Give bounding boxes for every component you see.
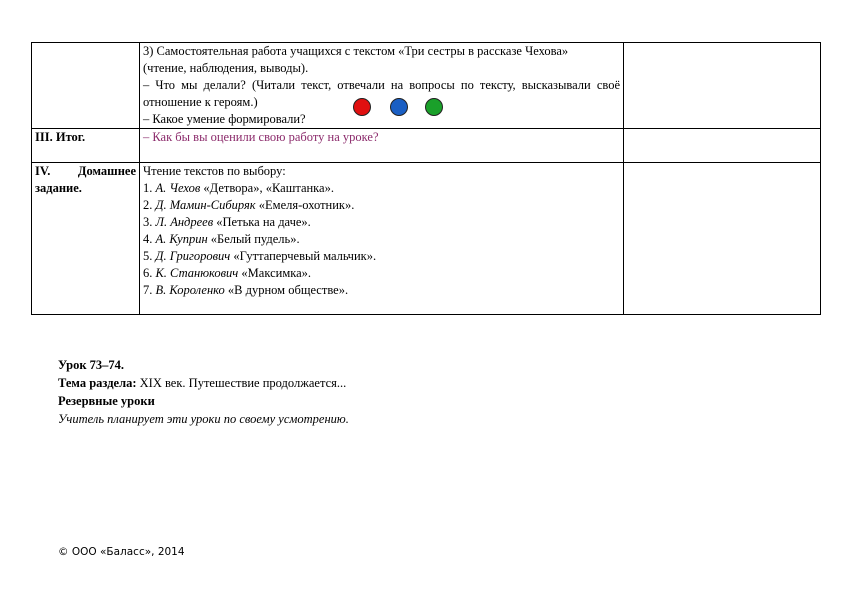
item-author: Л. Андреев xyxy=(155,215,214,229)
reserve-title: Резервные уроки xyxy=(58,394,155,408)
task-line: – Какое умение формировали? xyxy=(143,112,306,126)
list-item xyxy=(143,197,620,214)
item-number: 6. xyxy=(143,266,153,280)
item-number: 5. xyxy=(143,249,153,263)
stage-title: III. Итог. xyxy=(35,130,86,144)
lesson-info xyxy=(58,356,349,428)
lesson-number: Урок 73–74. xyxy=(58,358,125,372)
stage-title-line2: задание. xyxy=(35,181,82,195)
red-circle-icon xyxy=(353,98,371,116)
item-title: «Детвора», «Каштанка». xyxy=(203,181,334,195)
list-item xyxy=(143,180,620,197)
blue-circle-icon xyxy=(390,98,408,116)
table-cell xyxy=(32,129,140,163)
stage-word: Домашнее xyxy=(77,164,136,178)
copyright: © ООО «Баласс», 2014 xyxy=(58,546,185,558)
table-row xyxy=(32,129,821,163)
section-value: XIX век. Путешествие продолжается... xyxy=(139,376,347,390)
stage-number: IV. xyxy=(35,164,51,178)
list-item xyxy=(143,231,620,248)
item-author: А. Куприн xyxy=(155,232,208,246)
list-item xyxy=(143,282,620,299)
item-author: В. Короленко xyxy=(155,283,225,297)
item-title: «Белый пудель». xyxy=(210,232,300,246)
homework-intro: Чтение текстов по выбору: xyxy=(143,164,286,178)
item-title: «Петька на даче». xyxy=(216,215,311,229)
item-author: Д. Григорович xyxy=(155,249,231,263)
green-circle-icon xyxy=(425,98,443,116)
table-cell xyxy=(32,43,140,129)
table-cell xyxy=(140,163,624,315)
item-title: «Емеля-охотник». xyxy=(258,198,355,212)
list-item xyxy=(143,265,620,282)
item-author: А. Чехов xyxy=(155,181,201,195)
item-number: 1. xyxy=(143,181,153,195)
list-item xyxy=(143,248,620,265)
item-title: «В дурном обществе». xyxy=(227,283,349,297)
stage-title xyxy=(35,163,136,180)
item-number: 3. xyxy=(143,215,153,229)
table-row xyxy=(32,43,821,129)
section-label: Тема раздела: xyxy=(58,376,137,390)
table-cell xyxy=(624,129,821,163)
task-line: – Что мы делали? (Читали текст, отвечали на вопросы по тексту, высказывали своё отношение к героям.) xyxy=(143,78,620,109)
table-cell xyxy=(624,43,821,129)
task-line: 3) Самостоятельная работа учащихся с текстом «Три сестры в рассказе Чехова» xyxy=(143,44,569,58)
table-cell xyxy=(140,129,624,163)
list-item xyxy=(143,214,620,231)
task-line: (чтение, наблюдения, выводы). xyxy=(143,61,309,75)
item-title: «Максимка». xyxy=(241,266,312,280)
table-cell xyxy=(140,43,624,129)
item-number: 2. xyxy=(143,198,153,212)
item-author: К. Станюкович xyxy=(155,266,239,280)
lesson-plan-table xyxy=(31,42,821,315)
table-cell xyxy=(32,163,140,315)
item-title: «Гуттаперчевый мальчик». xyxy=(233,249,377,263)
item-author: Д. Мамин-Сибиряк xyxy=(155,198,256,212)
item-number: 7. xyxy=(143,283,153,297)
table-cell xyxy=(624,163,821,315)
teacher-note: Учитель планирует эти уроки по своему усмотрению. xyxy=(58,412,349,426)
table-row xyxy=(32,163,821,315)
item-number: 4. xyxy=(143,232,153,246)
homework-list xyxy=(143,180,620,299)
question-text: – Как бы вы оценили свою работу на уроке? xyxy=(143,130,379,144)
